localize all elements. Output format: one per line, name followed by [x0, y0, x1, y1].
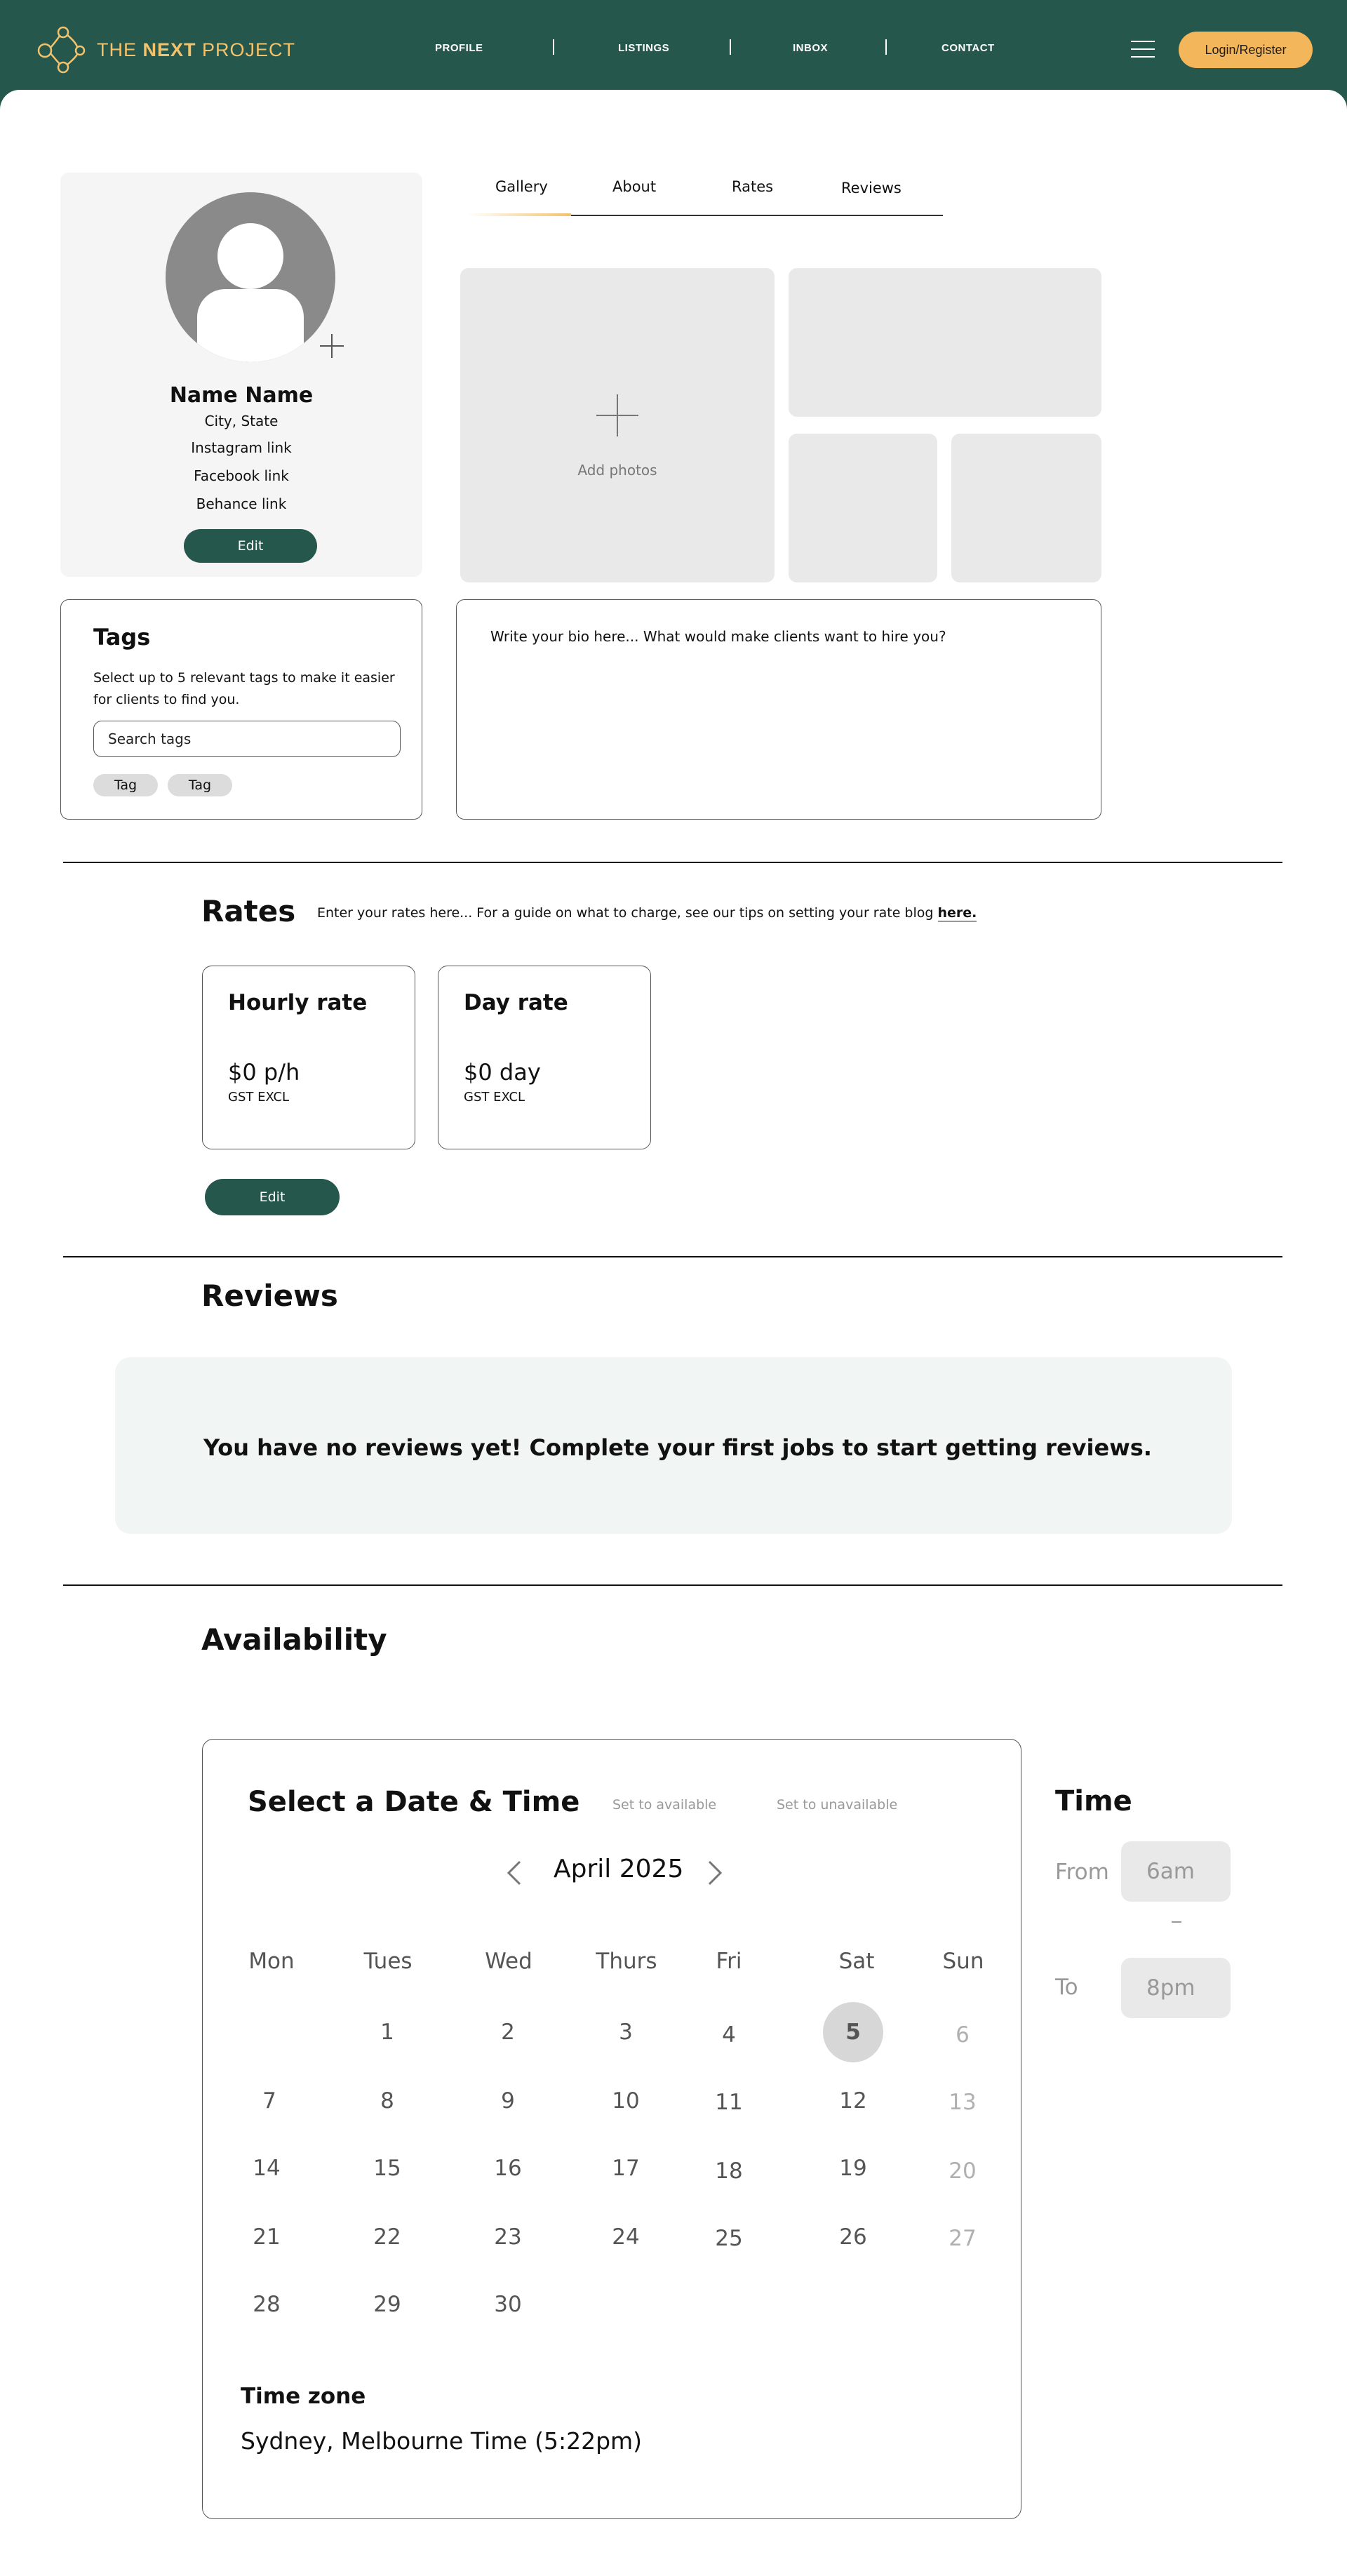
facebook-link[interactable]: Facebook link [194, 467, 289, 484]
calendar-day[interactable]: 23 [494, 2224, 522, 2250]
tab-reviews[interactable]: Reviews [841, 180, 902, 196]
calendar-day[interactable]: 8 [380, 2088, 394, 2114]
time-to-field[interactable]: 8pm [1121, 1958, 1231, 2018]
calendar-day[interactable]: 2 [501, 2020, 515, 2045]
rate-note: GST EXCL [228, 1090, 290, 1105]
weekday-label: Fri [716, 1949, 742, 1974]
avatar-head [217, 223, 283, 289]
weekday-label: Tues [363, 1949, 413, 1974]
tags-search-input[interactable]: Search tags [93, 721, 401, 757]
calendar-day[interactable]: 9 [501, 2088, 515, 2114]
hourly-rate-card [202, 966, 415, 1149]
set-available-button[interactable]: Set to available [612, 1797, 717, 1813]
calendar-day[interactable]: 22 [373, 2224, 401, 2250]
calendar-day[interactable]: 10 [612, 2088, 640, 2114]
calendar-day[interactable]: 11 [715, 2090, 743, 2115]
rates-guide-link[interactable]: here. [937, 905, 977, 921]
calendar-day[interactable]: 15 [373, 2156, 401, 2181]
set-unavailable-button[interactable]: Set to unavailable [777, 1797, 898, 1813]
calendar-day[interactable]: 13 [949, 2090, 977, 2115]
top-navigation-bar [0, 0, 1347, 98]
time-range-dash [1172, 1921, 1181, 1923]
weekday-label: Mon [248, 1949, 295, 1974]
timezone-value[interactable]: Sydney, Melbourne Time (5:22pm) [241, 2427, 643, 2455]
logo[interactable] [36, 25, 295, 74]
time-from-label: From [1055, 1860, 1109, 1885]
profile-location: City, State [204, 413, 279, 429]
nav-contact[interactable]: CONTACT [941, 42, 995, 54]
weekday-label: Sun [942, 1949, 984, 1974]
calendar-day[interactable]: 28 [253, 2292, 281, 2317]
timezone-label: Time zone [241, 2384, 366, 2409]
logo-icon [36, 25, 87, 74]
section-divider [63, 1584, 1282, 1586]
calendar-day[interactable]: 12 [839, 2088, 867, 2114]
section-divider [63, 1256, 1282, 1257]
avatar-body [197, 289, 304, 362]
rate-value: $0 day [464, 1059, 541, 1086]
rate-title: Hourly rate [228, 990, 368, 1015]
calendar-day[interactable]: 27 [949, 2226, 977, 2251]
calendar-title: Select a Date & Time [248, 1786, 580, 1818]
add-photo-plus-icon [596, 394, 638, 436]
calendar-day[interactable]: 6 [956, 2022, 970, 2048]
tag-chip[interactable]: Tag [93, 774, 158, 796]
rates-description: Enter your rates here... For a guide on what to charge, see our tips on setting your rate blog here. [317, 905, 977, 921]
reviews-title: Reviews [201, 1279, 338, 1313]
logo-text: THE NEXT PROJECT [97, 39, 296, 60]
calendar-day-selected[interactable]: 5 [823, 2002, 883, 2062]
calendar-day[interactable]: 3 [619, 2020, 633, 2045]
time-to-label: To [1055, 1975, 1078, 2000]
rates-title: Rates [201, 894, 296, 928]
calendar-day[interactable]: 20 [949, 2158, 977, 2184]
add-avatar-plus-icon[interactable] [320, 334, 344, 358]
section-divider [63, 862, 1282, 863]
avatar[interactable] [166, 192, 335, 362]
profile-card [60, 173, 422, 577]
instagram-link[interactable]: Instagram link [191, 439, 292, 456]
tag-chip[interactable]: Tag [168, 774, 232, 796]
photo-placeholder[interactable] [789, 434, 937, 582]
day-rate-card [438, 966, 651, 1149]
calendar-day[interactable]: 19 [839, 2156, 867, 2181]
bio-placeholder: Write your bio here... What would make clients want to hire you? [490, 628, 946, 645]
time-title: Time [1055, 1785, 1132, 1817]
calendar-day[interactable]: 1 [380, 2020, 394, 2045]
calendar-day[interactable]: 26 [839, 2224, 867, 2250]
calendar-day[interactable]: 30 [494, 2292, 522, 2317]
photo-placeholder[interactable] [789, 268, 1101, 417]
tab-active-indicator [467, 213, 571, 216]
previous-month-icon[interactable] [504, 1859, 524, 1887]
bio-textarea[interactable] [456, 599, 1101, 820]
calendar-day[interactable]: 4 [722, 2022, 736, 2048]
nav-inbox[interactable]: INBOX [793, 42, 829, 54]
calendar-day[interactable]: 29 [373, 2292, 401, 2317]
photo-placeholder[interactable] [951, 434, 1101, 582]
tags-description: Select up to 5 relevant tags to make it easier for clients to find you. [93, 670, 395, 707]
availability-title: Availability [201, 1622, 387, 1657]
add-photos-label: Add photos [577, 462, 657, 479]
nav-profile[interactable]: PROFILE [435, 42, 483, 54]
edit-rates-button[interactable]: Edit [205, 1179, 340, 1215]
reviews-empty-state [115, 1357, 1232, 1534]
nav-listings[interactable]: LISTINGS [618, 42, 670, 54]
calendar-card [202, 1739, 1021, 2519]
tab-gallery[interactable]: Gallery [495, 178, 548, 195]
add-photos-tile[interactable] [460, 268, 775, 582]
profile-name: Name Name [169, 383, 314, 408]
rate-title: Day rate [464, 990, 568, 1015]
nav-separator [553, 39, 554, 55]
rate-note: GST EXCL [464, 1090, 525, 1105]
reviews-empty-message: You have no reviews yet! Complete your first jobs to start getting reviews. [203, 1434, 1152, 1461]
nav-separator [885, 39, 887, 55]
calendar-day[interactable]: 7 [262, 2088, 276, 2114]
login-register-button[interactable]: Login/Register [1179, 32, 1313, 68]
weekday-label: Wed [485, 1949, 532, 1974]
tags-title: Tags [93, 624, 151, 650]
weekday-label: Sat [838, 1949, 875, 1974]
edit-profile-button[interactable]: Edit [184, 529, 317, 563]
calendar-day[interactable]: 25 [715, 2226, 743, 2251]
calendar-day[interactable]: 24 [612, 2224, 640, 2250]
next-month-icon[interactable] [705, 1859, 725, 1887]
time-from-field[interactable]: 6am [1121, 1841, 1231, 1902]
calendar-day[interactable]: 14 [253, 2156, 281, 2181]
weekday-label: Thurs [596, 1949, 657, 1974]
calendar-month: April 2025 [554, 1855, 684, 1883]
hamburger-menu-icon[interactable] [1131, 41, 1155, 58]
behance-link[interactable]: Behance link [196, 495, 287, 512]
rate-value: $0 p/h [228, 1059, 300, 1086]
nav-separator [730, 39, 731, 55]
calendar-day[interactable]: 21 [253, 2224, 281, 2250]
tab-about[interactable]: About [612, 178, 657, 195]
calendar-day[interactable]: 17 [612, 2156, 640, 2181]
calendar-day[interactable]: 16 [494, 2156, 522, 2181]
tags-card [60, 599, 422, 820]
calendar-day[interactable]: 18 [715, 2158, 743, 2184]
tab-rates[interactable]: Rates [732, 178, 774, 195]
